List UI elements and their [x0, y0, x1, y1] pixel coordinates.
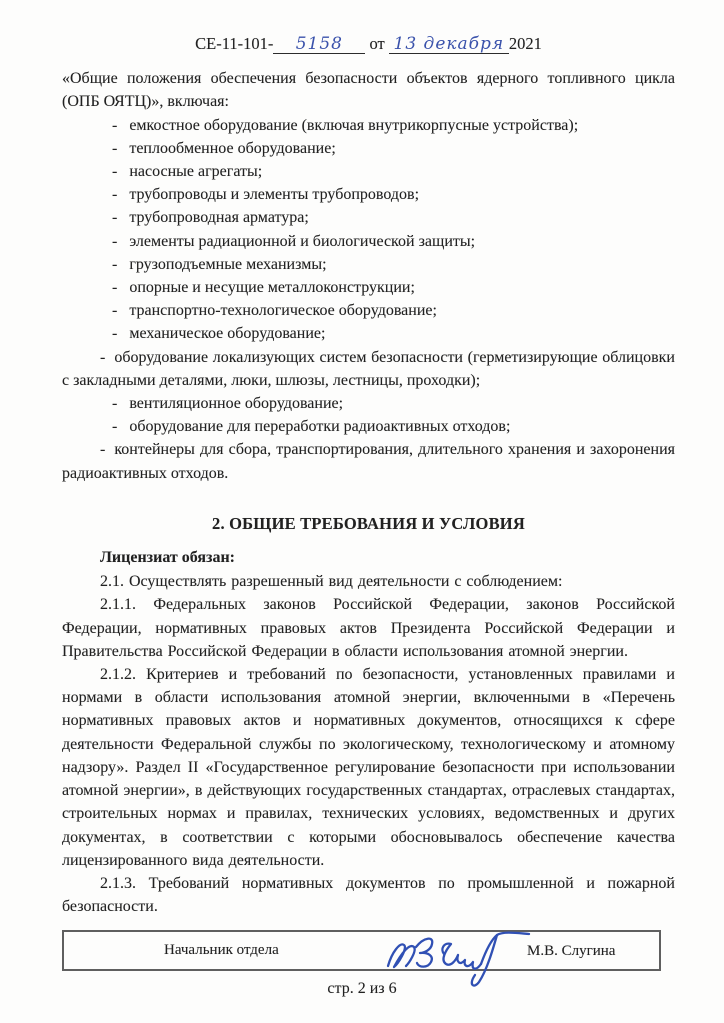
equipment-item: - опорные и несущие металлоконструкции;	[112, 279, 415, 297]
doc-number-blank	[273, 35, 365, 54]
equipment-item: - трубопроводная арматура;	[112, 209, 309, 227]
list-dash: -	[112, 325, 118, 343]
equipment-item: - грузоподъемные механизмы;	[112, 255, 327, 273]
list-dash: -	[100, 441, 106, 459]
obligation-heading: Лицензиат обязан:	[100, 549, 236, 567]
section-heading: 2. ОБЩИЕ ТРЕБОВАНИЯ И УСЛОВИЯ	[212, 513, 525, 533]
equipment-item: - насосные агрегаты;	[112, 163, 263, 181]
doc-number-line	[62, 32, 675, 55]
equipment-item: - оборудование локализующих систем безопасности (герметизирующие облицовки с закладными деталями, люки, шлюзы, лестницы, проходки);	[62, 348, 675, 389]
equipment-list	[62, 114, 675, 485]
list-dash: -	[112, 255, 118, 273]
clause-2-1-2: 2.1.2. Критериев и требований по безопасности, установленных правилами и нормами в области использования атомной энергии, включенными в «Перечень нормативных правовых актов и нормативных документов, относящихся к сфере деятельности Федеральной службы по экологическому, технологическому и атомному надзору». Раздел II «Государственное регулирование безопасности при использовании атомной энергии», в действующих государственных стандартах, отраслевых стандартах, строительных нормах и правилах, технических условиях, ведомственных и других документах, в соответствии с которыми обосновывалось обеспечение качества лицензированного вида деятельности.	[62, 666, 675, 869]
clause-2-1: 2.1. Осуществлять разрешенный вид деятельности с соблюдением:	[100, 573, 563, 591]
clause-2-1-1: 2.1.1. Федеральных законов Российской Федерации, законов Российской Федерации, нормативных правовых актов Президента Российской Федерации и Правительства Российской Федерации в области использования атомной энергии.	[62, 596, 675, 660]
equipment-item: - транспортно-технологическое оборудование;	[112, 302, 437, 320]
list-dash: -	[112, 395, 118, 413]
list-dash: -	[112, 209, 118, 227]
list-dash: -	[112, 418, 118, 436]
list-dash: -	[112, 139, 118, 157]
list-dash: -	[112, 163, 118, 181]
clause-2-1-3: 2.1.3. Требований нормативных документов по промышленной и пожарной безопасности.	[62, 874, 675, 916]
date-preposition: от	[369, 34, 385, 53]
equipment-item: - оборудование для переработки радиоактивных отходов;	[112, 418, 511, 436]
list-dash: -	[112, 302, 118, 320]
doc-number-prefix: СЕ-11-101-	[195, 34, 274, 53]
page-number: стр. 2 из 6	[327, 980, 397, 997]
equipment-item: - контейнеры для сбора, транспортирования, длительного хранения и захоронения радиоактивных отходов.	[62, 441, 675, 482]
doc-date-blank	[389, 35, 509, 54]
position-title: Начальник отдела	[164, 942, 279, 958]
equipment-item: - вентиляционное оборудование;	[112, 395, 344, 413]
list-dash: -	[112, 232, 118, 250]
handwritten-number: 5158	[295, 34, 343, 54]
signer-name: М.В. Слугина	[527, 943, 616, 959]
signature-box	[62, 930, 661, 971]
intro-paragraph: «Общие положения обеспечения безопасности объектов ядерного топливного цикла (ОПБ ОЯТЦ)», включая:	[62, 70, 675, 111]
doc-year: 2021	[508, 34, 542, 53]
list-dash: -	[100, 348, 106, 366]
list-dash: -	[112, 186, 118, 204]
list-dash: -	[112, 116, 118, 134]
list-dash: -	[112, 279, 118, 297]
handwritten-date: 13 декабря	[393, 34, 505, 54]
page-content	[62, 0, 675, 918]
equipment-item: - теплообменное оборудование;	[112, 139, 336, 157]
equipment-item: - элементы радиационной и биологической защиты;	[112, 232, 476, 250]
equipment-item: - трубопроводы и элементы трубопроводов;	[112, 186, 420, 204]
equipment-item: - емкостное оборудование (включая внутрикорпусные устройства);	[112, 116, 579, 134]
equipment-item: - механическое оборудование;	[112, 325, 326, 343]
